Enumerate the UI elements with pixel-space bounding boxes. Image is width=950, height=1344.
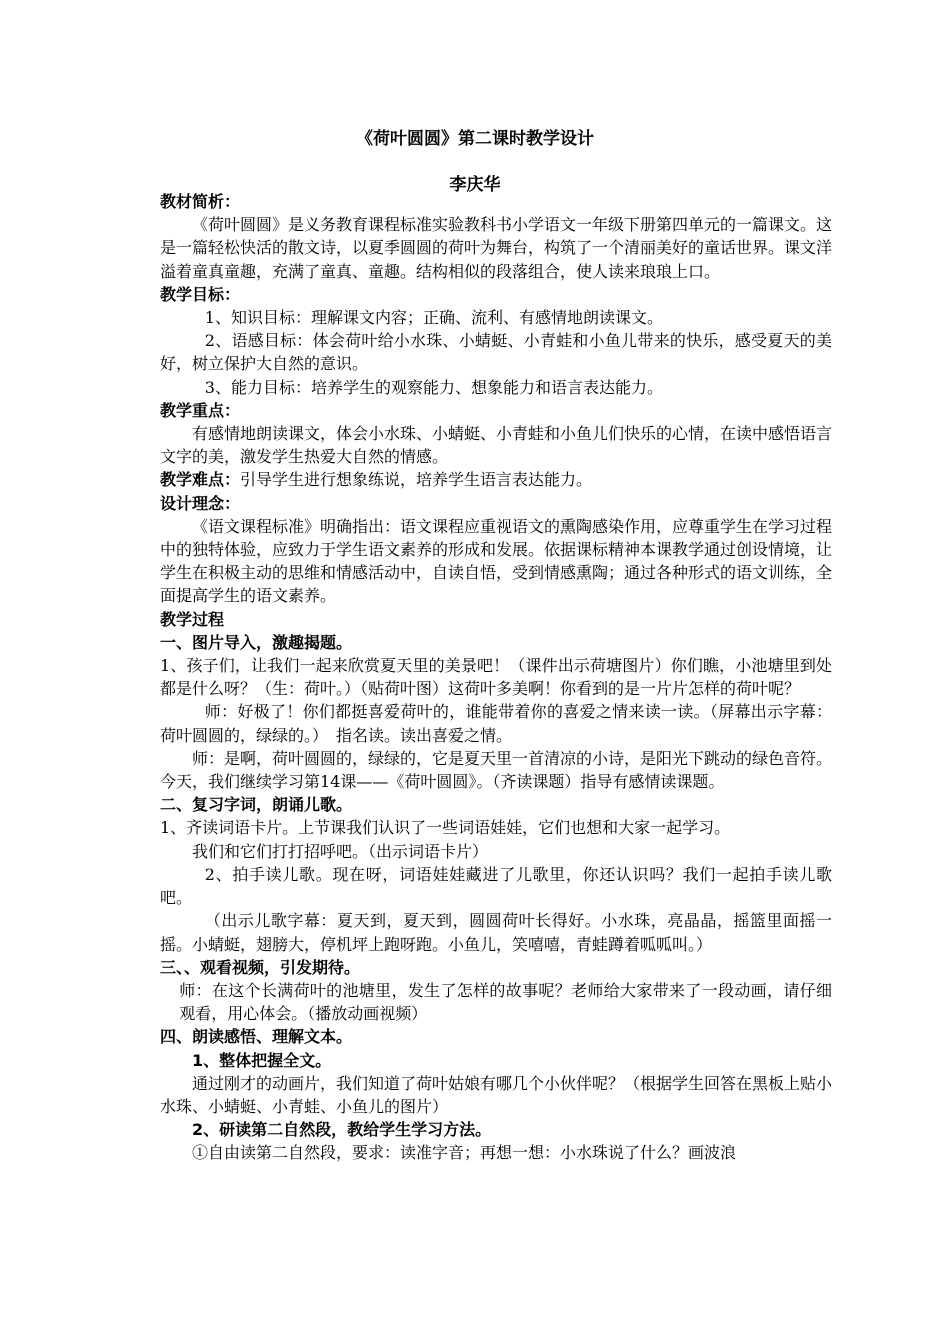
paragraph: 我们和它们打打招呼吧。（出示词语卡片） (192, 841, 489, 861)
paragraph: 有感情地朗读课文，体会小水珠、小蜻蜓、小青蛙和小鱼儿们快乐的心情，在读中感悟语言文字的美，激发学生热爱大自然的情感。 (160, 424, 833, 467)
section-heading: 二、复习字词，朗诵儿歌。 (160, 795, 353, 815)
paragraph: 1、知识目标：理解课文内容；正确、流利、有感情地朗读课文。 (204, 308, 663, 328)
section-heading: 教学目标： (160, 284, 241, 304)
inline-heading-paragraph (160, 468, 832, 491)
paragraph: 3、能力目标：培养学生的观察能力、想象能力和语言表达能力。 (204, 377, 663, 397)
paragraph: ①自由读第二自然段，要求：读准字音；再想一想：小水珠说了什么？画波浪 (192, 1143, 737, 1163)
section-heading: 教学过程 (160, 609, 225, 629)
paragraph: 2、拍手读儿歌。现在呀，词语娃娃藏进了儿歌里，你还认识吗？我们一起拍手读儿歌吧。 (160, 864, 832, 908)
inline-text: 引导学生进行想象练说，培养学生语言表达能力。 (240, 470, 593, 490)
section-heading: 一、图片导入，激趣揭题。 (160, 632, 353, 652)
section-heading: 教学重点： (160, 400, 241, 420)
paragraph: 师：是啊，荷叶圆圆的，绿绿的，它是夏天里一首清凉的小诗，是阳光下跳动的绿色音符。今天，我们继续学习第14课——《荷叶圆圆》。（齐读课题）指导有感情读课题。 (160, 748, 833, 792)
paragraph: 1、齐读词语卡片。上节课我们认识了一些词语娃娃，它们也想和大家一起学习。 (160, 818, 731, 838)
section-heading: 四、朗读感悟、理解文本。 (160, 1027, 353, 1047)
paragraph: 师：好极了！你们都挺喜爱荷叶的，谁能带着你的喜爱之情来读一读。（屏幕出示字幕：荷叶圆圆的，绿绿的。） 指名读。读出喜爱之情。 (160, 702, 832, 745)
paragraph: （出示儿歌字幕：夏天到，夏天到，圆圆荷叶长得好。小水珠，亮晶晶，摇篮里面摇一摇。小蜻蜓，翅膀大，停机坪上跑呀跑。小鱼儿，笑嘻嘻，青蛙蹲着呱呱叫。） (160, 911, 832, 954)
paragraph: 2、语感目标：体会荷叶给小水珠、小蜻蜓、小青蛙和小鱼儿带来的快乐，感受夏天的美好，树立保护大自然的意识。 (160, 331, 832, 374)
paragraph: 通过刚才的动画片，我们知道了荷叶姑娘有哪几个小伙伴呢？（根据学生回答在黑板上贴小水珠、小蜻蜓、小青蛙、小鱼儿的图片） (160, 1073, 833, 1116)
document-title: 《荷叶圆圆》第二课时教学设计 (356, 129, 594, 149)
paragraph: 《语文课程标准》明确指出：语文课程应重视语文的熏陶感染作用，应尊重学生在学习过程中的独特体验，应致力于学生语文素养的形成和发展。依据课标精神本课教学通过创设情境，让学生在积极主动的思维和情感活动中，自读自悟，受到情感熏陶；通过各种形式的语文训练，全面提高学生的语文素养。 (160, 516, 833, 606)
paragraph: 师：在这个长满荷叶的池塘里，发生了怎样的故事呢？老师给大家带来了一段动画，请仔细观看，用心体会。（播放动画视频） (179, 980, 832, 1024)
subsection-heading: 2、研读第二自然段，教给学生学习方法。 (192, 1120, 492, 1140)
section-heading: 教材简析： (160, 192, 241, 211)
section-heading: 设计理念： (160, 493, 241, 513)
section-heading: 三、、观看视频，引发期待。 (160, 957, 361, 977)
subsection-heading: 1、整体把握全文。 (192, 1050, 332, 1070)
inline-heading: 教学难点： (160, 470, 241, 490)
paragraph: 《荷叶圆圆》是义务教育课程标准实验教科书小学语文一年级下册第四单元的一篇课文。这是一篇轻松快活的散文诗，以夏季圆圆的荷叶为舞台，构筑了一个清丽美好的童话世界。课文洋溢着童真童趣，充满了童真、童趣。结构相似的段落组合，使人读来琅琅上口。 (160, 215, 833, 281)
document-author: 李庆华 (449, 175, 501, 195)
document-body (160, 190, 832, 1165)
paragraph: 1、孩子们，让我们一起来欣赏夏天里的美景吧！（课件出示荷塘图片）你们瞧，小池塘里到处都是什么呀？（生：荷叶。）（贴荷叶图）这荷叶多美啊！你看到的是一片片怎样的荷叶呢？ (160, 656, 832, 699)
